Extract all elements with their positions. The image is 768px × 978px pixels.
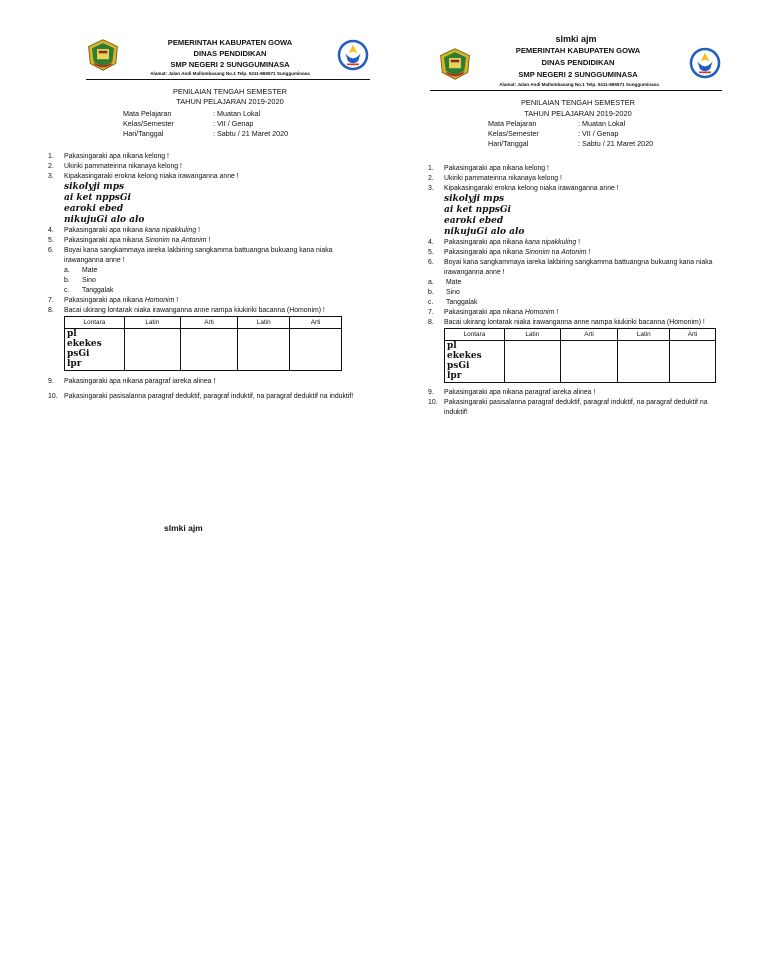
lontara-line: ai ket nppsGi [444, 205, 511, 215]
exam-title: PENILAIAN TENGAH SEMESTER [172, 87, 288, 96]
question-2: 2. Ukiriki pammateinna nikanaya kelong ! [48, 163, 182, 170]
answer-cell[interactable] [124, 329, 180, 371]
header-address: Alamat: Jalan Andi Mallombasang No.1 Telp. 0411-865571 Sungguminasa [499, 82, 659, 87]
question-8: 8. Bacai ukirang lontarak niaka irawanganna anne nampa kiukiriki bacanna (Homonim) ! [428, 319, 705, 326]
question-9: 9. Pakasingaraki apa nikana paragraf iareka alinea ! [428, 389, 596, 396]
question-3: 3. Kipakasingaraki erokna kelong niaka irawanganna anne ! [48, 173, 239, 180]
lontara-line: nikujuGi alo alo [64, 215, 145, 225]
question-2: 2. Ukiriki pammateinna nikanaya kelong ! [428, 175, 562, 182]
table-header: Latin [618, 329, 670, 341]
header-government: PEMERINTAH KABUPATEN GOWA [515, 46, 641, 55]
question-8: 8. Bacai ukirang lontarak niaka irawanganna anne nampa kiukiriki bacanna (Homonim) ! [48, 307, 325, 314]
lontara-line: ai ket nppsGi [64, 193, 131, 203]
top-mark: slmki ajm [555, 34, 597, 44]
meta-key: Mata Pelajaran [488, 119, 537, 128]
bottom-mark: slmki ajm [164, 523, 203, 533]
option-b: b. Sino [64, 277, 96, 284]
meta-value: : Muatan Lokal [578, 119, 626, 128]
header-school: SMP NEGERI 2 SUNGGUMINASA [170, 60, 290, 69]
question-3: 3. Kipakasingaraki erokna kelong niaka irawanganna anne ! [428, 185, 619, 192]
answer-cell[interactable] [560, 341, 618, 383]
table-header: Latin [238, 317, 290, 329]
question-4: 4. Pakasingaraki apa nikana kana nipakkuling ! [48, 227, 201, 234]
meta-value: : Sabtu / 21 Maret 2020 [213, 129, 289, 138]
option-a: a. Mate [64, 267, 98, 274]
lontara-line: earoki ebed [444, 216, 504, 226]
table-header: Arti [290, 317, 342, 329]
right-page [384, 0, 768, 978]
gowa-regency-logo-icon [86, 38, 120, 72]
question-10: 10. Pakasingaraki pasisalanna paragraf deduktif, paragraf induktif, na paragraf deduktif na induktif! [428, 399, 708, 416]
exam-year: TAHUN PELAJARAN 2019-2020 [524, 109, 632, 118]
answer-cell[interactable] [504, 341, 560, 383]
answer-cell[interactable] [618, 341, 670, 383]
question-list [428, 164, 718, 418]
tut-wuri-handayani-logo-icon [336, 38, 370, 72]
table-header: Lontara [445, 329, 505, 341]
question-5: 5. Pakasingaraki apa nikana Sinonim na Antonim ! [428, 249, 591, 256]
lontara-line: earoki ebed [64, 204, 124, 214]
lontara-cell: pl ekekes psGi lpr [65, 329, 125, 371]
gowa-regency-logo-icon [438, 47, 472, 81]
homonym-table [64, 316, 342, 371]
answer-cell[interactable] [670, 341, 716, 383]
header-office: DINAS PENDIDIKAN [541, 58, 615, 67]
meta-key: Mata Pelajaran [123, 109, 172, 118]
answer-cell[interactable] [290, 329, 342, 371]
question-4: 4. Pakasingaraki apa nikana kana nipakkuling ! [428, 239, 581, 246]
meta-value: : VII / Genap [213, 119, 254, 128]
exam-title: PENILAIAN TENGAH SEMESTER [520, 98, 636, 107]
tut-wuri-handayani-logo-icon [688, 46, 722, 80]
answer-cell[interactable] [238, 329, 290, 371]
table-header: Lontara [65, 317, 125, 329]
header-address: Alamat: Jalan Andi Mallombasang No.1 Telp. 0411-865571 Sungguminasa [150, 71, 310, 76]
option-c: c. Tanggalak [64, 287, 114, 294]
header-divider [430, 90, 722, 91]
table-header: Arti [670, 329, 716, 341]
option-a: a. Mate [428, 279, 462, 286]
question-6: 6. Boyai kana sangkammaya iareka lakbiring sangkamma battuangna bukuang kana niaka irawanganna anne ! [48, 247, 333, 264]
meta-row-date [488, 140, 653, 150]
lontara-line: nikujuGi alo alo [444, 227, 525, 237]
exam-meta [488, 120, 653, 150]
header-government: PEMERINTAH KABUPATEN GOWA [167, 38, 293, 47]
question-1: 1. Pakasingaraki apa nikana kelong ! [48, 153, 169, 160]
question-5: 5. Pakasingaraki apa nikana Sinonim na Antonim ! [48, 237, 211, 244]
option-c: c. Tanggalak [428, 299, 478, 306]
header-divider [86, 79, 370, 80]
question-list [48, 152, 370, 402]
exam-meta [123, 110, 288, 140]
table-header: Latin [504, 329, 560, 341]
meta-row-date [123, 130, 288, 140]
lontara-line: sikolyji mps [64, 182, 125, 192]
table-header: Arti [180, 317, 238, 329]
table-header: Latin [124, 317, 180, 329]
question-9: 9. Pakasingaraki apa nikana paragraf iareka alinea ! [48, 378, 216, 385]
meta-key: Kelas/Semester [488, 129, 539, 138]
option-b: b. Sino [428, 289, 460, 296]
meta-value: : VII / Genap [578, 129, 619, 138]
question-1: 1. Pakasingaraki apa nikana kelong ! [428, 165, 549, 172]
header-school: SMP NEGERI 2 SUNGGUMINASA [518, 70, 638, 79]
exam-year: TAHUN PELAJARAN 2019-2020 [176, 97, 284, 106]
header-office: DINAS PENDIDIKAN [193, 49, 267, 58]
table-header: Arti [560, 329, 618, 341]
lontara-cell: pl ekekes psGi lpr [445, 341, 505, 383]
meta-key: Kelas/Semester [123, 119, 174, 128]
meta-value: : Muatan Lokal [213, 109, 261, 118]
question-7: 7. Pakasingaraki apa nikana Homonim ! [48, 297, 179, 304]
homonym-table [444, 328, 716, 383]
lontara-line: sikolyji mps [444, 194, 505, 204]
question-6: 6. Boyai kana sangkammaya iareka lakbiring sangkamma battuangna bukuang kana niaka irawanganna anne ! [428, 259, 713, 276]
meta-key: Hari/Tanggal [488, 139, 529, 148]
answer-cell[interactable] [180, 329, 238, 371]
question-7: 7. Pakasingaraki apa nikana Homonim ! [428, 309, 559, 316]
question-10: 10. Pakasingaraki pasisalanna paragraf deduktif, paragraf induktif, na paragraf deduktif na induktif! [48, 393, 354, 400]
meta-value: : Sabtu / 21 Maret 2020 [578, 139, 654, 148]
meta-key: Hari/Tanggal [123, 129, 164, 138]
